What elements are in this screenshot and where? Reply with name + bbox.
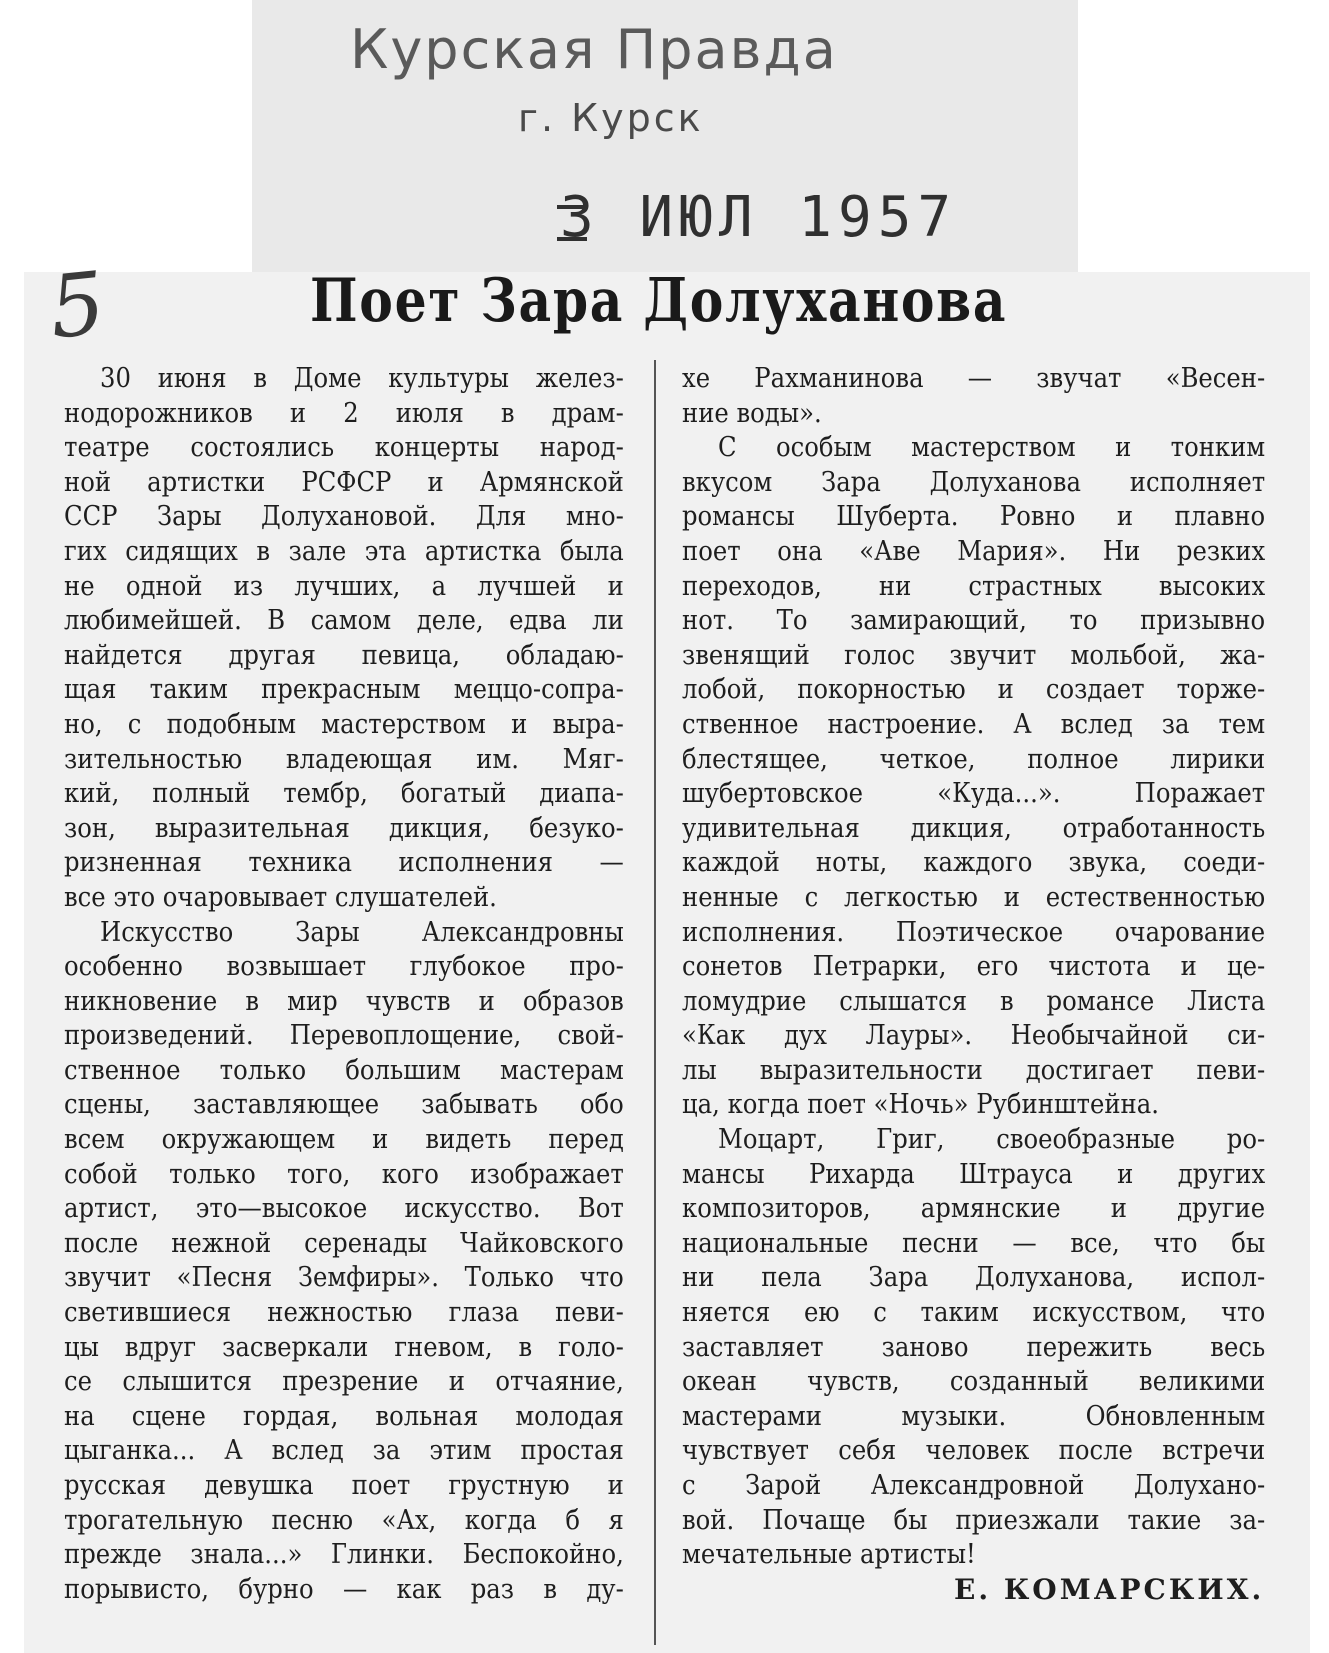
column-divider <box>654 360 656 1645</box>
text-line: ца, когда поет «Ночь» Рубинштейна. <box>682 1089 1159 1121</box>
text-line: С особым мастерством и тонким <box>718 432 1266 464</box>
text-line: Моцарт, Григ, своеобразные ро- <box>718 1124 1266 1156</box>
text-line: светившиеся нежностью глаза певи- <box>64 1297 624 1329</box>
text-line: на сцене гордая, вольная молодая <box>64 1400 624 1432</box>
text-line: собой только того, кого изображает <box>64 1158 624 1190</box>
text-line: ни пела Зара Долуханова, испол- <box>682 1262 1266 1294</box>
text-line: мастерами музыки. Обновленным <box>682 1400 1266 1432</box>
text-line: сцены, заставляющее забывать обо <box>64 1089 624 1121</box>
city-stamp: г. Курск <box>518 96 704 140</box>
text-line: не одной из лучших, а лучшей и <box>64 570 624 602</box>
text-line: ственное только большим мастерам <box>64 1054 624 1086</box>
text-line: с Зарой Александровной Долухано- <box>682 1470 1266 1501</box>
text-line: ризненная техника исполнения — <box>64 847 624 879</box>
text-line: порывисто, бурно — как раз в ду- <box>64 1573 624 1605</box>
text-line: блестящее, четкое, полное лирики <box>682 743 1266 775</box>
text-line: ной артистки РСФСР и Армянской <box>64 466 624 498</box>
text-line: переходов, ни страстных высоких <box>682 570 1266 602</box>
text-line: исполнения. Поэтическое очарование <box>682 916 1266 948</box>
text-line: ССР Зары Долухановой. Для мно- <box>64 501 624 533</box>
text-line: океан чувств, созданный великими <box>682 1366 1266 1398</box>
text-line: вой. Почаще бы приезжали такие за- <box>682 1504 1266 1536</box>
text-line: нот. То замирающий, то призывно <box>682 605 1266 637</box>
author-signature: Е. КОМАРСКИХ. <box>954 1573 1265 1606</box>
text-line: национальные песни — все, что бы <box>682 1227 1266 1259</box>
text-line: зительностью владеющая им. Мяг- <box>64 743 624 775</box>
text-line: лы выразительности достигает певи- <box>682 1054 1266 1086</box>
text-line: няется ею с таким искусством, что <box>682 1297 1266 1329</box>
text-line: се слышится презрение и отчаяние, <box>64 1366 624 1398</box>
text-line: 30 июня в Доме культуры желез- <box>100 363 624 394</box>
text-line: сонетов Петрарки, его чистота и це- <box>682 951 1266 983</box>
text-line: мансы Рихарда Штрауса и других <box>682 1158 1266 1190</box>
text-line: вкусом Зара Долуханова исполняет <box>682 466 1266 498</box>
text-line: зон, выразительная дикция, безуко- <box>64 812 624 844</box>
text-line: ломудрие слышатся в романсе Листа <box>682 985 1266 1017</box>
text-line: композиторов, армянские и другие <box>682 1193 1266 1225</box>
text-line: никновение в мир чувств и образов <box>64 985 624 1017</box>
text-line: щая таким прекрасным меццо-сопра- <box>64 674 624 706</box>
text-line: артист, это—высокое искусство. Вот <box>64 1193 624 1225</box>
article-column-right <box>682 362 1265 1573</box>
text-line: романсы Шуберта. Ровно и плавно <box>682 501 1266 533</box>
handwritten-page-number: 5 <box>44 253 110 359</box>
article-headline: Поет Зара Долуханова <box>310 266 1008 336</box>
text-line: после нежной серенады Чайковского <box>64 1227 624 1259</box>
text-line: звенящий голос звучит мольбой, жа- <box>682 639 1266 671</box>
text-line: нодорожников и 2 июля в драм- <box>64 397 624 429</box>
text-line: ненные с легкостью и естественностью <box>682 881 1266 913</box>
text-line: поет она «Аве Мария». Ни резких <box>682 535 1266 567</box>
text-line: лобой, покорностью и создает торже- <box>682 674 1266 706</box>
text-line: гих сидящих в зале эта артистка была <box>64 535 624 567</box>
text-line: найдется другая певица, обладаю- <box>64 639 624 671</box>
article-column-left <box>64 362 624 1607</box>
text-line: всем окружающем и видеть перед <box>64 1124 624 1156</box>
text-line: мечательные артисты! <box>682 1539 976 1571</box>
text-line: произведений. Перевоплощение, свой- <box>64 1020 624 1052</box>
date-stamp: 3 ИЮЛ 1957 <box>560 185 958 250</box>
text-line: прежде знала...» Глинки. Беспокойно, <box>64 1539 624 1571</box>
text-line: ние воды». <box>682 397 822 429</box>
text-line: цы вдруг засверкали гневом, в голо- <box>64 1331 624 1363</box>
text-line: русская девушка поет грустную и <box>64 1470 624 1501</box>
text-line: особенно возвышает глубокое про- <box>64 951 624 983</box>
text-line: шубертовское «Куда...». Поражает <box>682 778 1266 810</box>
text-line: любимейшей. В самом деле, едва ли <box>64 605 624 637</box>
text-line: театре состоялись концерты народ- <box>64 432 624 464</box>
text-line: но, с подобным мастерством и выра- <box>64 708 624 740</box>
text-line: ственное настроение. А вслед за тем <box>682 708 1266 740</box>
text-line: каждой ноты, каждого звука, соеди- <box>682 847 1266 879</box>
text-line: чувствует себя человек после встречи <box>682 1435 1266 1467</box>
text-line: все это очаровывает слушателей. <box>64 881 497 913</box>
text-line: «Как дух Лауры». Необычайной си- <box>682 1020 1266 1052</box>
text-line: звучит «Песня Земфиры». Только что <box>64 1262 624 1294</box>
newspaper-name-stamp: Курская Правда <box>350 18 838 81</box>
text-line: цыганка... А вслед за этим простая <box>64 1435 624 1467</box>
text-line: кий, полный тембр, богатый диапа- <box>64 778 624 810</box>
text-line: трогательную песню «Ах, когда б я <box>64 1504 624 1536</box>
text-line: заставляет заново пережить весь <box>682 1331 1266 1363</box>
text-line: хе Рахманинова — звучат «Весен- <box>682 363 1266 394</box>
text-line: Искусство Зары Александровны <box>100 916 624 948</box>
text-line: удивительная дикция, отработанность <box>682 812 1266 844</box>
